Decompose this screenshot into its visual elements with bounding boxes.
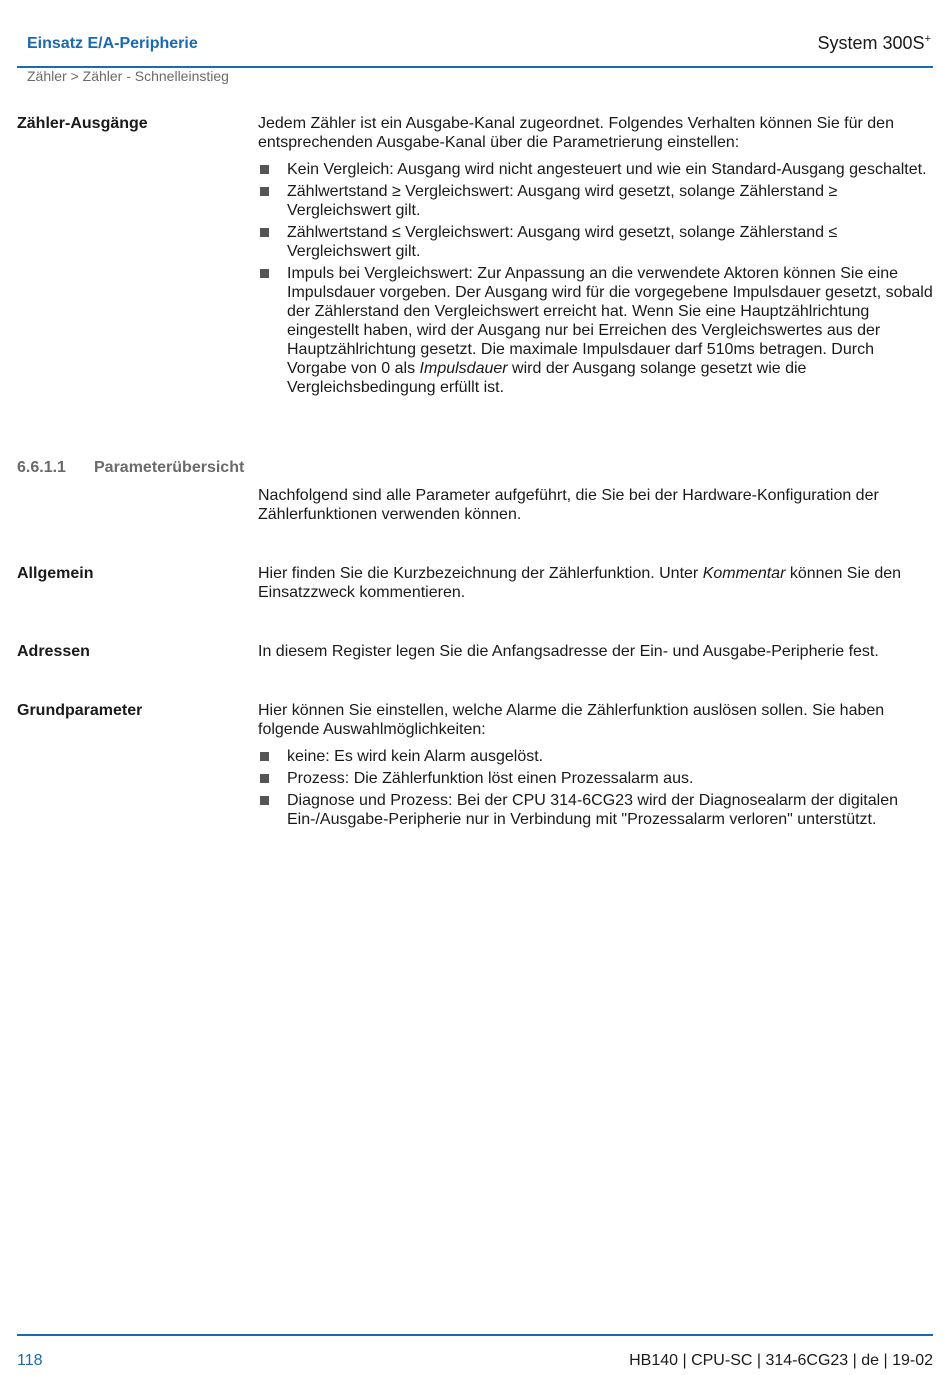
- page-footer: [17, 1334, 933, 1372]
- list-item: Kein Vergleich: Ausgang wird nicht angesteuert und wie ein Standard-Ausgang geschaltet.: [258, 160, 933, 179]
- addresses-section: [17, 642, 933, 661]
- general-text: [258, 564, 933, 602]
- list-item: Zählwertstand ≥ Vergleichswert: Ausgang wird gesetzt, solange Zählerstand ≥ Vergleichswert gilt.: [258, 182, 933, 220]
- impulse-text-end: wird der Ausgang solange gesetzt wie die Vergleichsbedingung erfüllt ist.: [287, 360, 807, 396]
- list-item: Prozess: Die Zählerfunktion löst einen Prozessalarm aus.: [258, 769, 933, 788]
- breadcrumb: Zähler > Zähler - Schnelleinstieg: [27, 68, 229, 84]
- page-header: [17, 30, 933, 68]
- list-item: Diagnose und Prozess: Bei der CPU 314-6CG23 wird der Diagnosealarm der digitalen Ein-/Ausgabe-Peripherie nur in Verbindung mit "Prozessalarm verloren" unterstützt.: [258, 791, 933, 829]
- impulse-text-start: Impuls bei Vergleichswert: Zur Anpassung an die verwendete Aktoren können Sie eine Impulsdauer vorgeben. Der Ausgang wird für die vorgegebene Impulsdauer gesetzt, sobald der Zählerstand den Vergleichswert erreicht hat. Wenn Sie eine Hauptzählrichtung eingestellt haben, wird der Ausgang nur bei Erreichen des Vergleichswertes aus der Hauptzählrichtung gesetzt. Die maximale Impulsdauer darf 510ms betragen. Durch Vorgabe von 0 als: [287, 265, 933, 377]
- param-overview-section: [17, 486, 933, 524]
- system-superscript: +: [924, 33, 931, 45]
- basic-params-section: [17, 701, 933, 832]
- main-content: [17, 114, 933, 832]
- basic-params-intro: Hier können Sie einstellen, welche Alarme die Zählerfunktion auslösen sollen. Sie haben folgende Auswahlmöglichkeiten:: [258, 702, 885, 738]
- counter-outputs-list: [258, 160, 933, 397]
- comment-term: Kommentar: [702, 565, 786, 582]
- addresses-text: In diesem Register legen Sie die Anfangsadresse der Ein- und Ausgabe-Peripherie fest.: [258, 643, 879, 660]
- param-overview-heading: [17, 459, 933, 477]
- document-reference: HB140 | CPU-SC | 314-6CG23 | de | 19-02: [629, 1352, 933, 1369]
- general-text-end: können Sie den Einsatzzweck kommentieren.: [258, 565, 902, 601]
- counter-outputs-body: [258, 114, 933, 400]
- counter-outputs-section: [17, 114, 933, 400]
- section-heading: Parameterübersicht: [94, 459, 245, 476]
- system-name: System 300S: [817, 33, 925, 53]
- page-number: 118: [17, 1352, 43, 1369]
- general-text-start: Hier finden Sie die Kurzbezeichnung der Zählerfunktion. Unter: [258, 565, 703, 582]
- general-label: Allgemein: [17, 565, 94, 582]
- list-item: [258, 264, 933, 397]
- system-title: [818, 33, 932, 54]
- list-item: keine: Es wird kein Alarm ausgelöst.: [258, 747, 933, 766]
- alarm-options-list: [258, 747, 933, 829]
- addresses-label: Adressen: [17, 643, 90, 660]
- list-item: Zählwertstand ≤ Vergleichswert: Ausgang wird gesetzt, solange Zählerstand ≤ Vergleichswert gilt.: [258, 223, 933, 261]
- section-number: 6.6.1.1: [17, 459, 66, 476]
- impulse-term: Impulsdauer: [419, 360, 508, 377]
- section-title: Einsatz E/A-Peripherie: [27, 35, 198, 52]
- general-section: [17, 564, 933, 602]
- param-overview-text: Nachfolgend sind alle Parameter aufgeführt, die Sie bei der Hardware-Konfiguration der Zählerfunktionen verwenden können.: [258, 487, 879, 523]
- basic-params-body: [258, 701, 933, 832]
- counter-outputs-intro: Jedem Zähler ist ein Ausgabe-Kanal zugeordnet. Folgendes Verhalten können Sie für den entsprechenden Ausgabe-Kanal über die Parametrierung einstellen:: [258, 115, 894, 151]
- basic-params-label: Grundparameter: [17, 702, 143, 719]
- counter-outputs-label: Zähler-Ausgänge: [17, 115, 148, 132]
